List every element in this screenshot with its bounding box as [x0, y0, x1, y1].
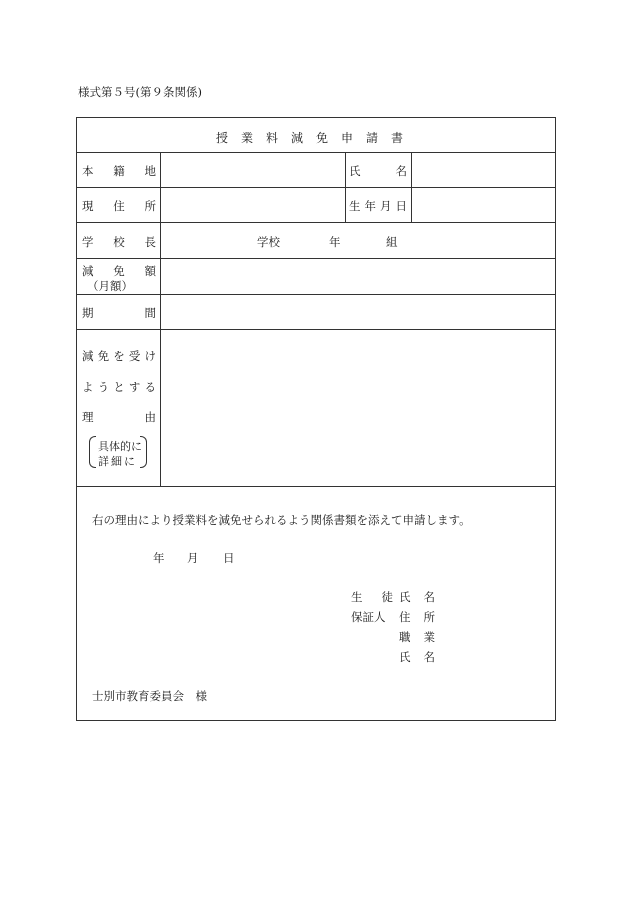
label-char: 所	[144, 199, 156, 213]
label-char: 免	[113, 264, 125, 278]
label-char: 住	[113, 199, 125, 213]
label-char: 学	[82, 235, 94, 249]
student-label	[351, 589, 393, 605]
label-char: 地	[144, 164, 156, 178]
gengaku-label	[82, 263, 156, 279]
label-char: 月	[380, 199, 392, 213]
label-char: う	[97, 380, 110, 394]
label-char: 氏	[349, 164, 361, 178]
label-char: 氏	[399, 590, 411, 604]
kikan-field[interactable]	[163, 296, 553, 327]
label-char: 額	[144, 264, 156, 278]
label-char: 由	[144, 410, 156, 424]
label-char: 期	[82, 306, 94, 320]
label-char: を	[113, 349, 125, 363]
seinengappi-field[interactable]	[414, 189, 554, 220]
addressee: 士別市教育委員会 様	[92, 689, 207, 703]
label-char: 受	[128, 349, 141, 363]
honseki-field[interactable]	[163, 154, 343, 185]
label-char: 名	[395, 164, 407, 178]
shimei-label	[349, 163, 407, 179]
honseki-label	[82, 163, 156, 179]
label-char: 減	[82, 264, 94, 278]
kikan-label	[82, 305, 156, 321]
reason-note-line2: 詳細に	[98, 455, 137, 468]
row-divider	[77, 486, 555, 487]
gengaku-field[interactable]	[163, 260, 553, 292]
form-number-label: 様式第５号(第９条関係)	[78, 85, 202, 99]
school-unit-label: 学校	[257, 235, 280, 249]
label-char: 徒	[381, 590, 393, 604]
guarantor-name-label	[399, 649, 435, 665]
date-day-label: 日	[223, 551, 235, 565]
label-char: 間	[144, 306, 156, 320]
reason-label-line2	[82, 379, 156, 395]
genjusho-label	[82, 198, 156, 214]
label-char: 名	[423, 650, 435, 664]
guarantor-address-label	[399, 609, 435, 625]
label-char: よ	[82, 380, 94, 394]
label-column-divider	[160, 152, 161, 486]
grade-unit-label: 年	[329, 235, 341, 249]
label-char: 所	[423, 610, 435, 624]
label-char: 業	[423, 630, 435, 644]
reason-label-line1	[82, 348, 156, 364]
gengaku-sub-label: （月額）	[87, 279, 133, 293]
student-name-label	[399, 589, 435, 605]
column-divider	[411, 152, 412, 222]
label-char: 籍	[113, 164, 125, 178]
label-char: 日	[395, 199, 407, 213]
label-char: 減	[82, 349, 94, 363]
class-unit-label: 組	[386, 235, 398, 249]
guarantor-occupation-label	[399, 629, 435, 645]
row-divider	[77, 222, 555, 223]
label-char: け	[144, 349, 156, 363]
reason-label-line3	[82, 409, 156, 425]
application-form-table	[76, 117, 556, 721]
reason-note-bracket	[89, 436, 147, 468]
label-char: 本	[82, 164, 94, 178]
date-year-label: 年	[153, 551, 165, 565]
form-title: 授業料減免申請書	[215, 131, 416, 145]
column-divider	[345, 152, 346, 222]
label-char: 理	[82, 410, 94, 424]
label-char: 職	[399, 630, 411, 644]
reason-field[interactable]	[163, 331, 553, 484]
label-char: 年	[364, 199, 376, 213]
label-char: 氏	[399, 650, 411, 664]
label-char: 生	[351, 590, 363, 604]
label-char: 生	[349, 199, 361, 213]
application-statement: 右の理由により授業料を減免せられるよう関係書類を添えて申請します。	[92, 513, 471, 527]
label-char: 長	[144, 235, 156, 249]
label-char: 免	[97, 349, 110, 363]
label-char: 住	[399, 610, 411, 624]
row-divider	[77, 294, 555, 295]
date-month-label: 月	[187, 551, 199, 565]
row-divider	[77, 329, 555, 330]
label-char: と	[113, 380, 125, 394]
guarantor-label: 保証人	[351, 610, 386, 624]
label-char: す	[128, 380, 141, 394]
genjusho-field[interactable]	[163, 189, 343, 220]
label-char: 名	[423, 590, 435, 604]
label-char: る	[144, 380, 156, 394]
seinengappi-label	[349, 198, 407, 214]
left-bracket	[89, 436, 96, 468]
label-char: 現	[82, 199, 94, 213]
label-char: 校	[113, 235, 125, 249]
row-divider	[77, 187, 555, 188]
shimei-field[interactable]	[414, 154, 554, 185]
row-divider	[77, 152, 555, 153]
row-divider	[77, 258, 555, 259]
reason-note-line1: 具体的に	[98, 440, 142, 453]
gakkocho-label	[82, 234, 156, 250]
